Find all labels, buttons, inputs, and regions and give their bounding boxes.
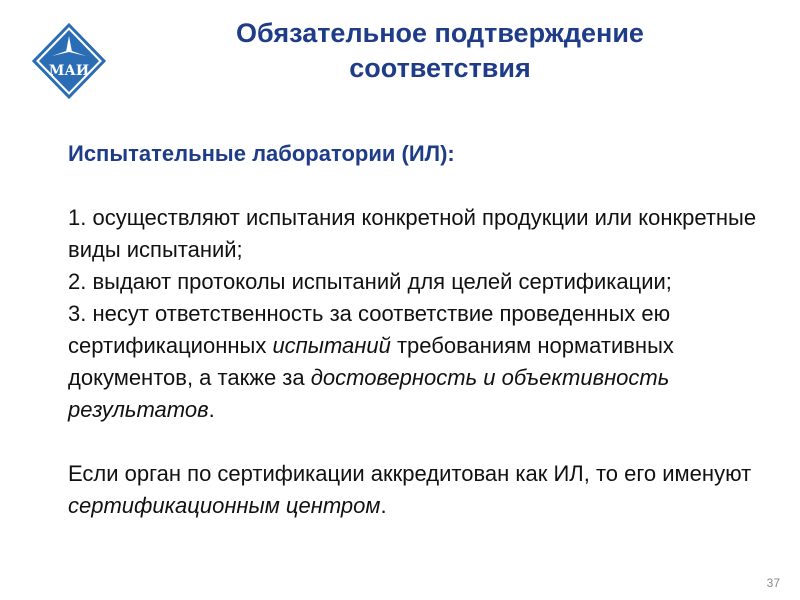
- logo-text: МАИ: [48, 63, 90, 79]
- mai-logo: [30, 22, 108, 100]
- slide-title: [150, 16, 730, 86]
- conclusion-text: Если орган по сертификации аккредитован как ИЛ, то его именуют сертификационным центром.: [68, 461, 752, 518]
- section-heading: Испытательные лаборатории (ИЛ):: [68, 141, 455, 166]
- title-line-1: Обязательное подтверждение: [236, 18, 644, 48]
- slide-content: [68, 138, 768, 522]
- list-item-3: 3. несут ответственность за соответствие проведенных ею сертификационных испытаний требованиям нормативных документов, а также за достоверность и объективность результатов.: [68, 301, 674, 422]
- page-number: 37: [766, 576, 780, 590]
- list-item-1: 1. осуществляют испытания конкретной продукции или конкретные виды испытаний;: [68, 205, 757, 262]
- list-item-2: 2. выдают протоколы испытаний для целей сертификации;: [68, 269, 672, 294]
- title-line-2: соответствия: [349, 53, 531, 83]
